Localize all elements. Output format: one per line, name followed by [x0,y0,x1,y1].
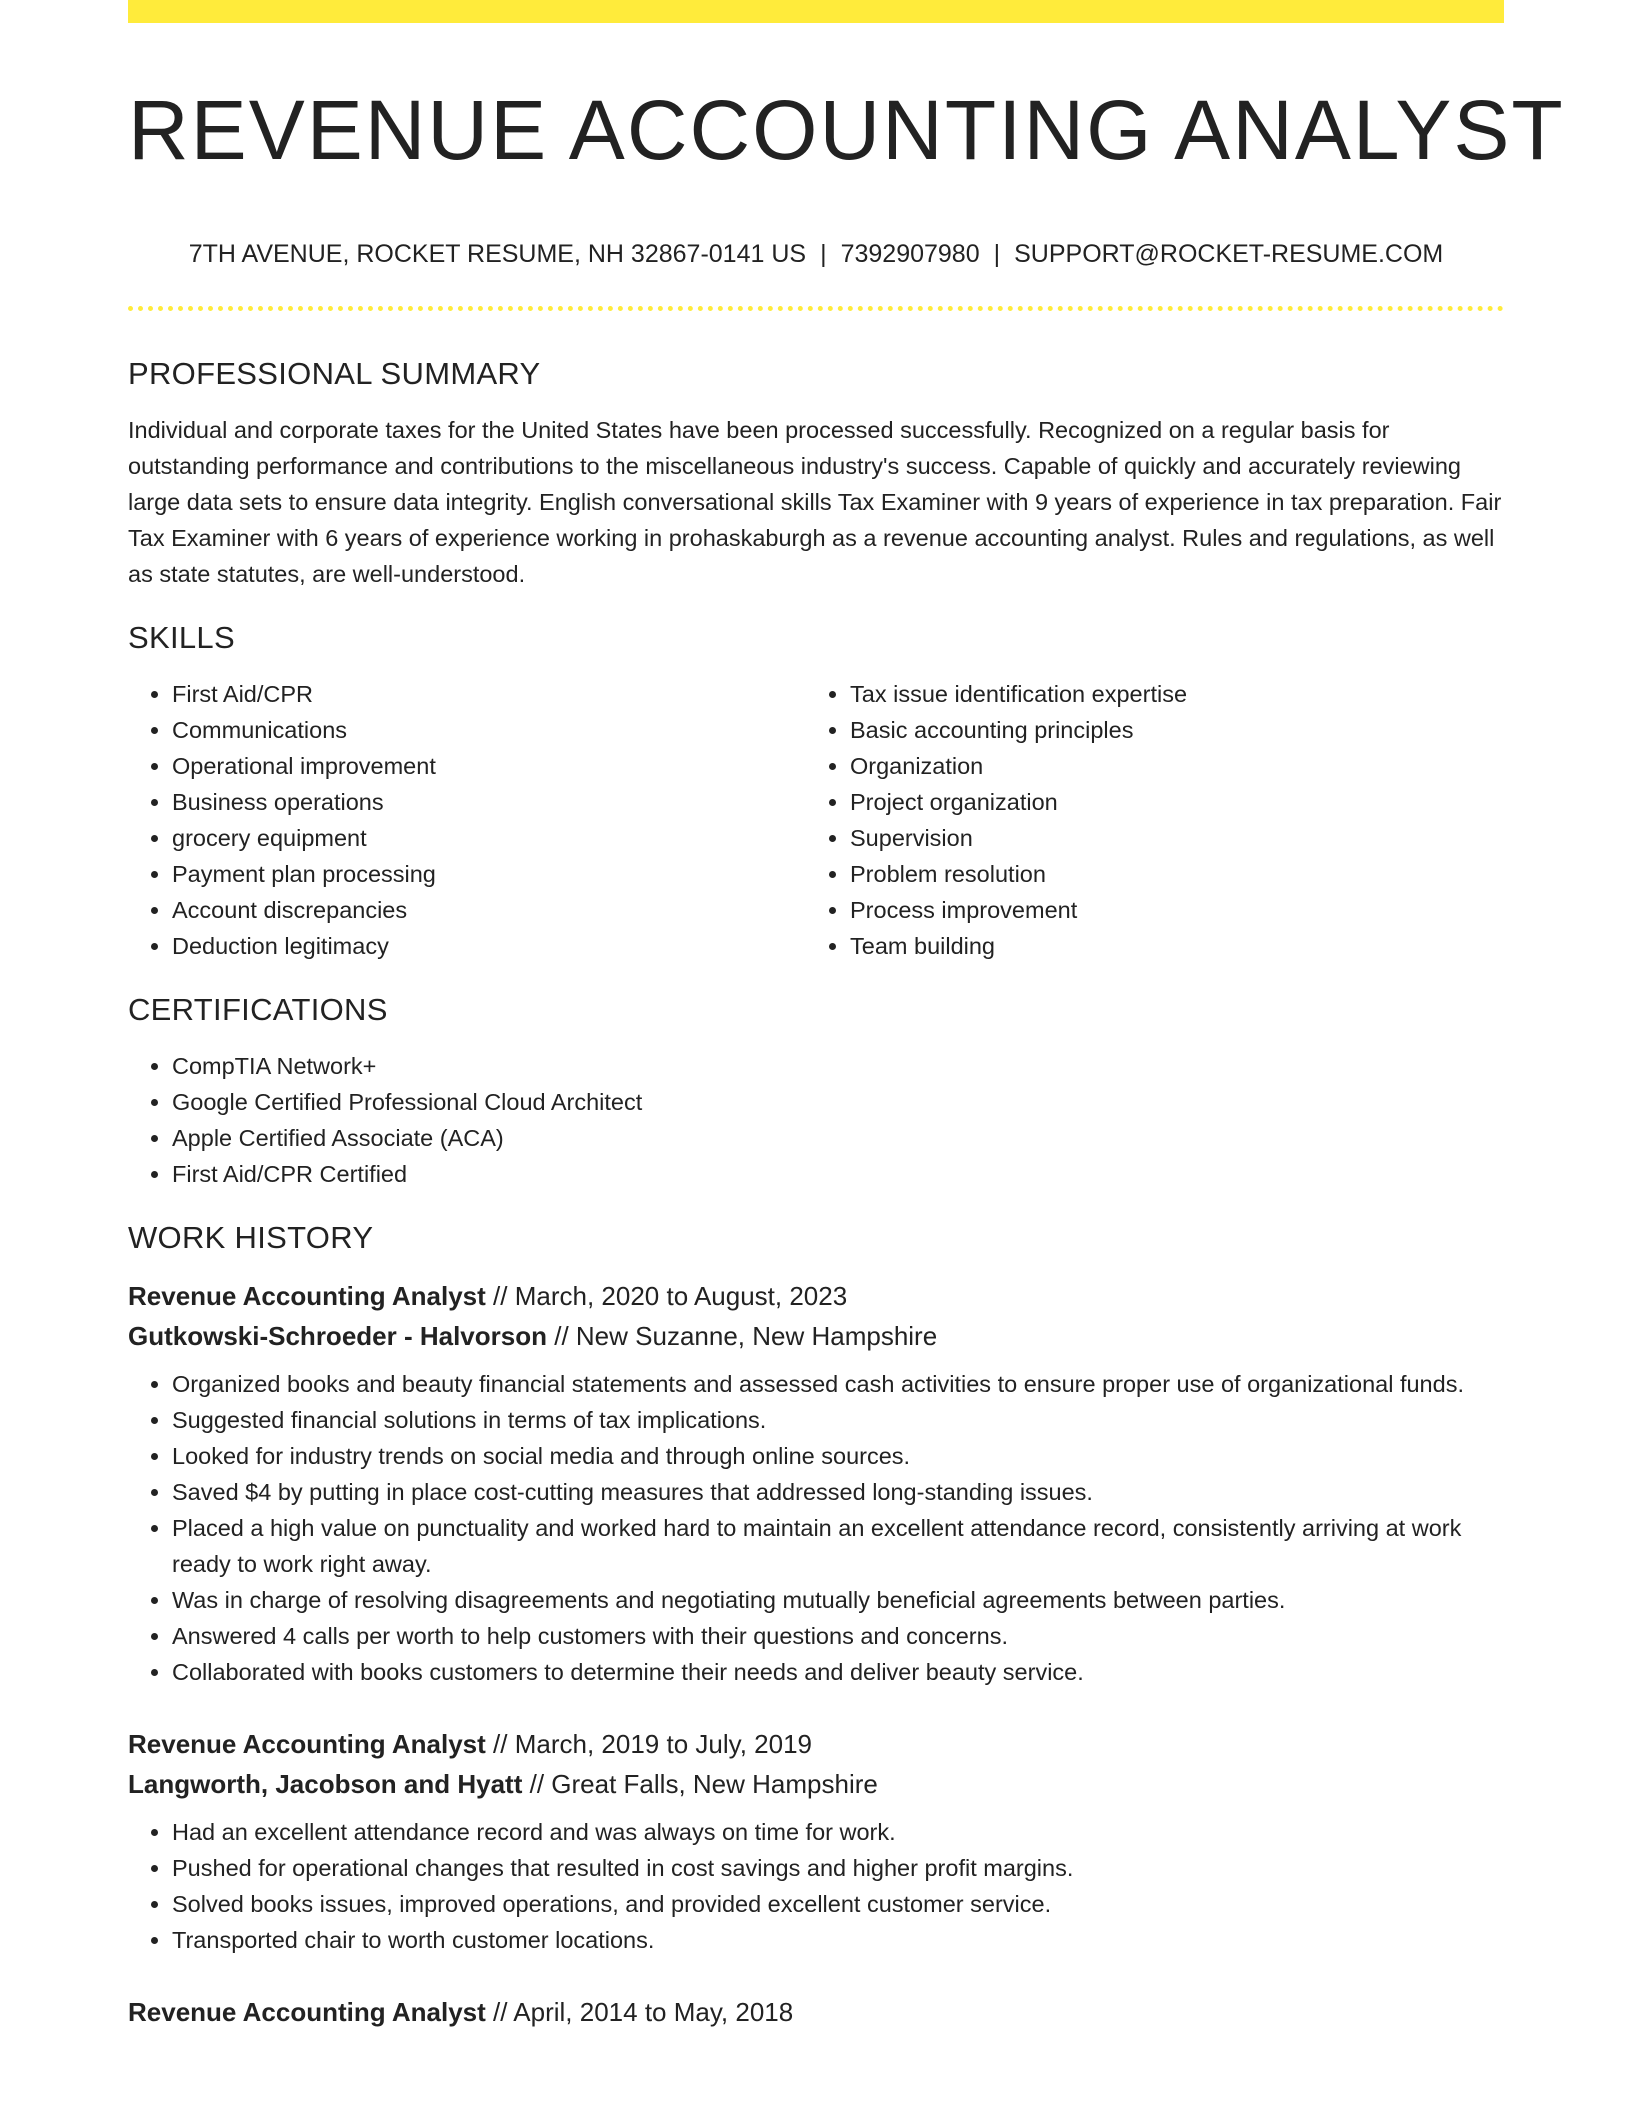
accent-top-bar [128,0,1504,23]
job-bullets [128,1814,1504,1958]
job-bullet: • Collaborated with books customers to determine their needs and deliver beauty service. [172,1654,1504,1690]
job-divider: // [529,1769,545,1799]
skill-item: • Team building [850,928,1484,964]
job-bullet: • Was in charge of resolving disagreements and negotiating mutually beneficial agreements between parties. [172,1582,1504,1618]
resume-body [128,352,1504,2066]
job-location: New Suzanne, New Hampshire [575,1321,938,1351]
skill-item: • Basic accounting principles [850,712,1484,748]
skills-section [128,616,1504,964]
certifications-list [128,1048,1504,1192]
skill-item: • Communications [172,712,806,748]
job-entry [128,1276,1504,1690]
job-bullet: • Organized books and beauty financial statements and assessed cash activities to ensure proper use of organizational funds. [172,1366,1504,1402]
skills-list-right [806,676,1484,964]
job-company-line [128,1316,1504,1356]
candidate-name: REVENUE ACCOUNTING ANALYST [128,83,1565,177]
job-entry [128,1724,1504,1958]
job-title: Revenue Accounting Analyst [128,1729,486,1759]
job-bullet: • Transported chair to worth customer locations. [172,1922,1504,1958]
job-company-line [128,1764,1504,1804]
job-company: Langworth, Jacobson and Hyatt [128,1769,523,1799]
skill-item: • Account discrepancies [172,892,806,928]
job-title-line [128,1724,1504,1764]
skill-item: • grocery equipment [172,820,806,856]
skill-item: • Business operations [172,784,806,820]
job-bullet: • Placed a high value on punctuality and worked hard to maintain an excellent attendance record, consistently arriving at work ready to work right away. [172,1510,1504,1582]
job-location: Great Falls, New Hampshire [551,1769,878,1799]
job-dates: March, 2019 to July, 2019 [514,1729,812,1759]
skill-item: • First Aid/CPR [172,676,806,712]
job-bullet: • Looked for industry trends on social media and through online sources. [172,1438,1504,1474]
job-divider: // [493,1729,508,1759]
job-bullet: • Solved books issues, improved operations, and provided excellent customer service. [172,1886,1504,1922]
summary-heading: PROFESSIONAL SUMMARY [128,356,541,391]
job-title-line [128,1276,1504,1316]
certification-item: • Apple Certified Associate (ACA) [172,1120,1504,1156]
skill-item: • Supervision [850,820,1484,856]
job-divider: // [554,1321,569,1351]
job-bullet: • Answered 4 calls per worth to help customers with their questions and concerns. [172,1618,1504,1654]
skill-item: • Project organization [850,784,1484,820]
certification-item: • CompTIA Network+ [172,1048,1504,1084]
header-divider [128,306,1504,311]
certifications-heading: CERTIFICATIONS [128,992,388,1027]
job-entry [128,1992,1504,2032]
contact-email: SUPPORT@ROCKET-RESUME.COM [1014,240,1444,268]
summary-text: Individual and corporate taxes for the United States have been processed successfully. Recognized on a regular basis for outstanding performance and contributions to the miscellaneous industry's success. Capable of quickly and accurately reviewing large data sets to ensure data integrity. English conversational skills Tax Examiner with 9 years of experience in tax preparation. Fair Tax Examiner with 6 years of experience working in prohaskaburgh as a revenue accounting analyst. Rules and regulations, as well as state statutes, are well-understood. [128,417,1502,587]
skill-item: • Process improvement [850,892,1484,928]
contact-separator: | [820,240,827,268]
contact-phone: 7392907980 [840,240,980,268]
job-title: Revenue Accounting Analyst [128,1281,486,1311]
work-history-heading: WORK HISTORY [128,1220,374,1255]
job-dates: March, 2020 to August, 2023 [514,1281,848,1311]
job-bullet: • Pushed for operational changes that resulted in cost savings and higher profit margins. [172,1850,1504,1886]
skill-item: • Tax issue identification expertise [850,676,1484,712]
skills-columns [128,676,1504,964]
certification-item: • Google Certified Professional Cloud Architect [172,1084,1504,1120]
certifications-section [128,988,1504,1192]
skills-list-left [128,676,806,964]
job-title-line [128,1992,1504,2032]
work-history-section [128,1216,1504,2032]
summary-section [128,352,1504,592]
job-bullet: • Saved $4 by putting in place cost-cutting measures that addressed long-standing issues. [172,1474,1504,1510]
job-divider: // [493,1997,508,2027]
skill-item: • Operational improvement [172,748,806,784]
skill-item: • Payment plan processing [172,856,806,892]
job-company: Gutkowski-Schroeder - Halvorson [128,1321,547,1351]
contact-separator: | [993,240,1001,268]
contact-address: 7TH AVENUE, ROCKET RESUME, NH 32867-0141 US [188,240,807,268]
skill-item: • Problem resolution [850,856,1484,892]
job-bullet: • Suggested financial solutions in terms of tax implications. [172,1402,1504,1438]
skills-heading: SKILLS [128,620,235,655]
certification-item: • First Aid/CPR Certified [172,1156,1504,1192]
job-title: Revenue Accounting Analyst [128,1997,486,2027]
contact-line [128,236,1504,272]
job-bullet: • Had an excellent attendance record and was always on time for work. [172,1814,1504,1850]
job-dates: April, 2014 to May, 2018 [513,1997,794,2027]
job-bullets [128,1366,1504,1690]
skill-item: • Deduction legitimacy [172,928,806,964]
skill-item: • Organization [850,748,1484,784]
job-divider: // [493,1281,508,1311]
